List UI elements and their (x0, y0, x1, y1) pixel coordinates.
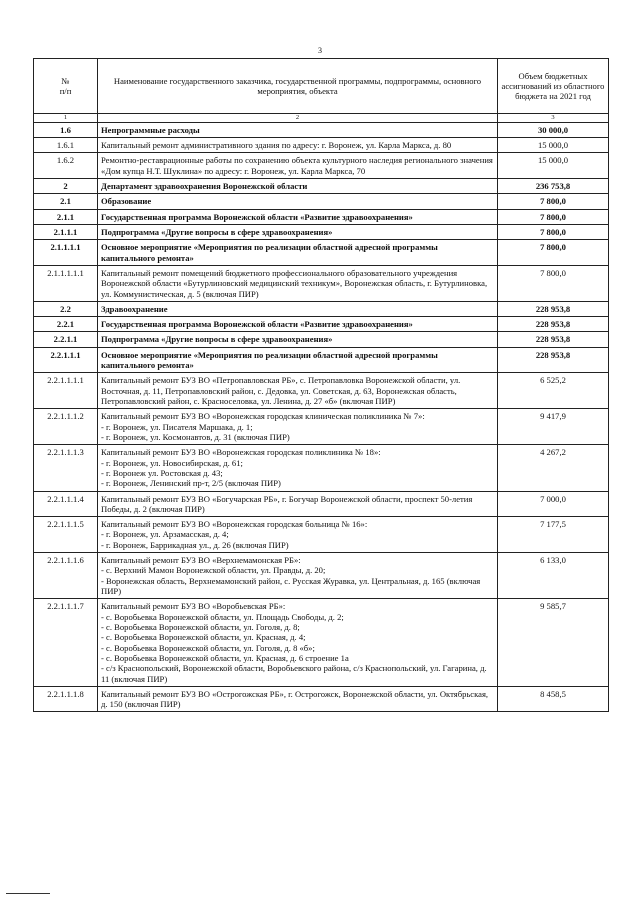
row-amount: 228 953,8 (498, 301, 609, 316)
row-name-line: - с. Воробьевка Воронежской области, ул. Красная, д. 6 строение 1а (101, 652, 349, 663)
row-number: 2.2.1.1.1.3 (34, 445, 98, 491)
row-number: 2.2.1.1.1.4 (34, 491, 98, 517)
row-name: Основное мероприятие «Мероприятия по реализации областной адресной программы капитального ремонта» (98, 240, 498, 266)
table-row (34, 517, 609, 553)
index-cell: 2 (98, 114, 498, 123)
row-name (98, 553, 498, 599)
row-amount: 7 177,5 (498, 517, 609, 553)
row-amount: 7 800,0 (498, 209, 609, 224)
table-row (34, 240, 609, 266)
row-name-line: - с. Воробьевка Воронежской области, ул. Гоголя, д. 8; (101, 621, 300, 632)
row-amount: 15 000,0 (498, 138, 609, 153)
row-number: 2.2.1.1 (34, 332, 98, 347)
row-name: Подпрограмма «Другие вопросы в сфере здравоохранения» (98, 224, 498, 239)
index-cell: 1 (34, 114, 98, 123)
row-amount: 228 953,8 (498, 317, 609, 332)
row-number: 2.2 (34, 301, 98, 316)
row-number: 2.2.1.1.1.2 (34, 409, 98, 445)
row-amount: 6 525,2 (498, 373, 609, 409)
row-number: 1.6.2 (34, 153, 98, 179)
row-name-line: - г. Воронеж, Баррикадная ул., д. 26 (включая ПИР) (101, 539, 289, 550)
row-name-line: Капитальный ремонт БУЗ ВО «Воронежская городская больница № 16»: (101, 519, 368, 530)
row-name: Капитальный ремонт БУЗ ВО «Петропавловская РБ», с. Петропавловка Воронежской области, ул. Восточная, д. 11, Петропавловский район, с. Дедовка, ул. Советская, д. 63, Воронежская область, Петропавловский район, с. Красноселовка, ул. Ленина, д. 27 «б» (включая ПИР) (98, 373, 498, 409)
row-name: Капитальный ремонт БУЗ ВО «Богучарская РБ», г. Богучар Воронежской области, проспект 50-летия Победы, д. 2 (включая ПИР) (98, 491, 498, 517)
row-name: Государственная программа Воронежской области «Развитие здравоохранения» (98, 317, 498, 332)
row-name-line: - г. Воронеж, ул. Писателя Маршака, д. 1; (101, 421, 253, 432)
row-number: 2.1 (34, 194, 98, 209)
row-name-line: Капитальный ремонт БУЗ ВО «Верхнемамонская РБ»: (101, 555, 301, 566)
table-row (34, 122, 609, 137)
table-row (34, 209, 609, 224)
row-number: 2.2.1.1.1 (34, 347, 98, 373)
row-amount: 6 133,0 (498, 553, 609, 599)
row-name (98, 409, 498, 445)
table-row (34, 553, 609, 599)
row-name-line: - г. Воронеж, ул. Космонавтов, д. 31 (включая ПИР) (101, 431, 290, 442)
header-number: № п/п (34, 59, 98, 114)
row-name: Непрограммные расходы (98, 122, 498, 137)
row-number: 2.1.1 (34, 209, 98, 224)
row-amount: 7 000,0 (498, 491, 609, 517)
row-number: 2.2.1.1.1.7 (34, 599, 98, 687)
row-name-line: - Воронежская область, Верхнемамонский район, с. Русская Журавка, ул. Центральная, д. 165 (включая ПИР) (101, 575, 481, 597)
row-name: Здравоохранение (98, 301, 498, 316)
table-row (34, 265, 609, 301)
row-name-line: - г. Воронеж, ул. Новосибирская, д. 61; (101, 457, 243, 468)
table-row (34, 686, 609, 712)
row-name: Подпрограмма «Другие вопросы в сфере здравоохранения» (98, 332, 498, 347)
row-number: 2.1.1.1.1.1 (34, 265, 98, 301)
row-name (98, 445, 498, 491)
table-row (34, 409, 609, 445)
table-row (34, 301, 609, 316)
row-name-line: Капитальный ремонт БУЗ ВО «Воронежская городская клиническая поликлиника № 7»: (101, 411, 425, 422)
row-name: Департамент здравоохранения Воронежской области (98, 179, 498, 194)
index-cell: 3 (498, 114, 609, 123)
row-name: Капитальный ремонт БУЗ ВО «Острогожская РБ», г. Острогожск, Воронежской области, ул. Октябрьская, д. 150 (включая ПИР) (98, 686, 498, 712)
row-amount: 7 800,0 (498, 224, 609, 239)
row-name: Основное мероприятие «Мероприятия по реализации областной адресной программы капитального ремонта» (98, 347, 498, 373)
row-amount: 30 000,0 (498, 122, 609, 137)
row-name (98, 599, 498, 687)
table-header-row (34, 59, 609, 114)
table-row (34, 347, 609, 373)
row-name-line: - г. Воронеж, ул. Арзамасская, д. 4; (101, 529, 229, 540)
row-amount: 8 458,5 (498, 686, 609, 712)
row-amount: 9 585,7 (498, 599, 609, 687)
row-amount: 7 800,0 (498, 240, 609, 266)
row-number: 2.2.1.1.1.1 (34, 373, 98, 409)
row-name-line: - с/з Краснопольский, Воронежской области, Воробьевского района, с/з Краснопольский, ул. Гагарина, д. 11 (включая ПИР) (101, 663, 487, 684)
table-row (34, 194, 609, 209)
page-number: 3 (318, 46, 322, 55)
row-number: 2.1.1.1.1 (34, 240, 98, 266)
table-row (34, 138, 609, 153)
budget-table (33, 58, 609, 712)
row-amount: 228 953,8 (498, 347, 609, 373)
table-row (34, 332, 609, 347)
row-name: Капитальный ремонт административного здания по адресу: г. Воронеж, ул. Карла Маркса, д. 80 (98, 138, 498, 153)
header-name: Наименование государственного заказчика, государственной программы, подпрограммы, основного мероприятия, объекта (98, 59, 498, 114)
row-name: Государственная программа Воронежской области «Развитие здравоохранения» (98, 209, 498, 224)
row-name-line: Капитальный ремонт БУЗ ВО «Воробьевская РБ»: (101, 601, 286, 612)
header-amount: Объем бюджетных ассигнований из областного бюджета на 2021 год (498, 59, 609, 114)
row-number: 2.2.1.1.1.8 (34, 686, 98, 712)
row-number: 2.1.1.1 (34, 224, 98, 239)
table-row (34, 491, 609, 517)
row-number: 1.6 (34, 122, 98, 137)
row-name: Ремонтно-реставрационные работы по сохранению объекта культурного наследия регионального значения «Дом купца Н.Т. Шуклина» по адресу: г. Воронеж, ул. Карла Маркса, 70 (98, 153, 498, 179)
row-name-line: - с. Воробьевка Воронежской области, ул. Гоголя, д. 8 «б»; (101, 642, 315, 653)
table-row (34, 153, 609, 179)
row-number: 2.2.1.1.1.5 (34, 517, 98, 553)
table-row (34, 224, 609, 239)
row-amount: 9 417,9 (498, 409, 609, 445)
table-row (34, 373, 609, 409)
table-row (34, 179, 609, 194)
row-amount: 7 800,0 (498, 265, 609, 301)
row-number: 1.6.1 (34, 138, 98, 153)
row-name: Капитальный ремонт помещений бюджетного профессионального образовательного учреждения Воронежской области «Бутурлиновский медицинский техникум», Воронежская область, г. Бутурлиновка, ул. Коммунистическая, д. 5 (включая ПИР) (98, 265, 498, 301)
row-amount: 15 000,0 (498, 153, 609, 179)
row-name (98, 517, 498, 553)
row-amount: 228 953,8 (498, 332, 609, 347)
table-row (34, 317, 609, 332)
table-index-row (34, 114, 609, 123)
row-name: Образование (98, 194, 498, 209)
row-name-line: - с. Воробьевка Воронежской области, ул. Красная, д. 4; (101, 632, 306, 643)
row-name-line: - г. Воронеж ул. Ростовская д. 43; (101, 467, 223, 478)
table-row (34, 445, 609, 491)
row-name-line: - с. Воробьевка Воронежской области, ул. Площадь Свободы, д. 2; (101, 611, 344, 622)
footer-divider (6, 893, 50, 894)
row-amount: 7 800,0 (498, 194, 609, 209)
row-number: 2 (34, 179, 98, 194)
row-name-line: Капитальный ремонт БУЗ ВО «Воронежская городская поликлиника № 18»: (101, 447, 381, 458)
row-number: 2.2.1 (34, 317, 98, 332)
row-number: 2.2.1.1.1.6 (34, 553, 98, 599)
row-name-line: - с. Верхний Мамон Воронежской области, ул. Правды, д. 20; (101, 565, 326, 576)
row-amount: 4 267,2 (498, 445, 609, 491)
row-amount: 236 753,8 (498, 179, 609, 194)
table-row (34, 599, 609, 687)
row-name-line: - г. Воронеж, Ленинский пр-т, 2/5 (включая ПИР) (101, 478, 281, 489)
